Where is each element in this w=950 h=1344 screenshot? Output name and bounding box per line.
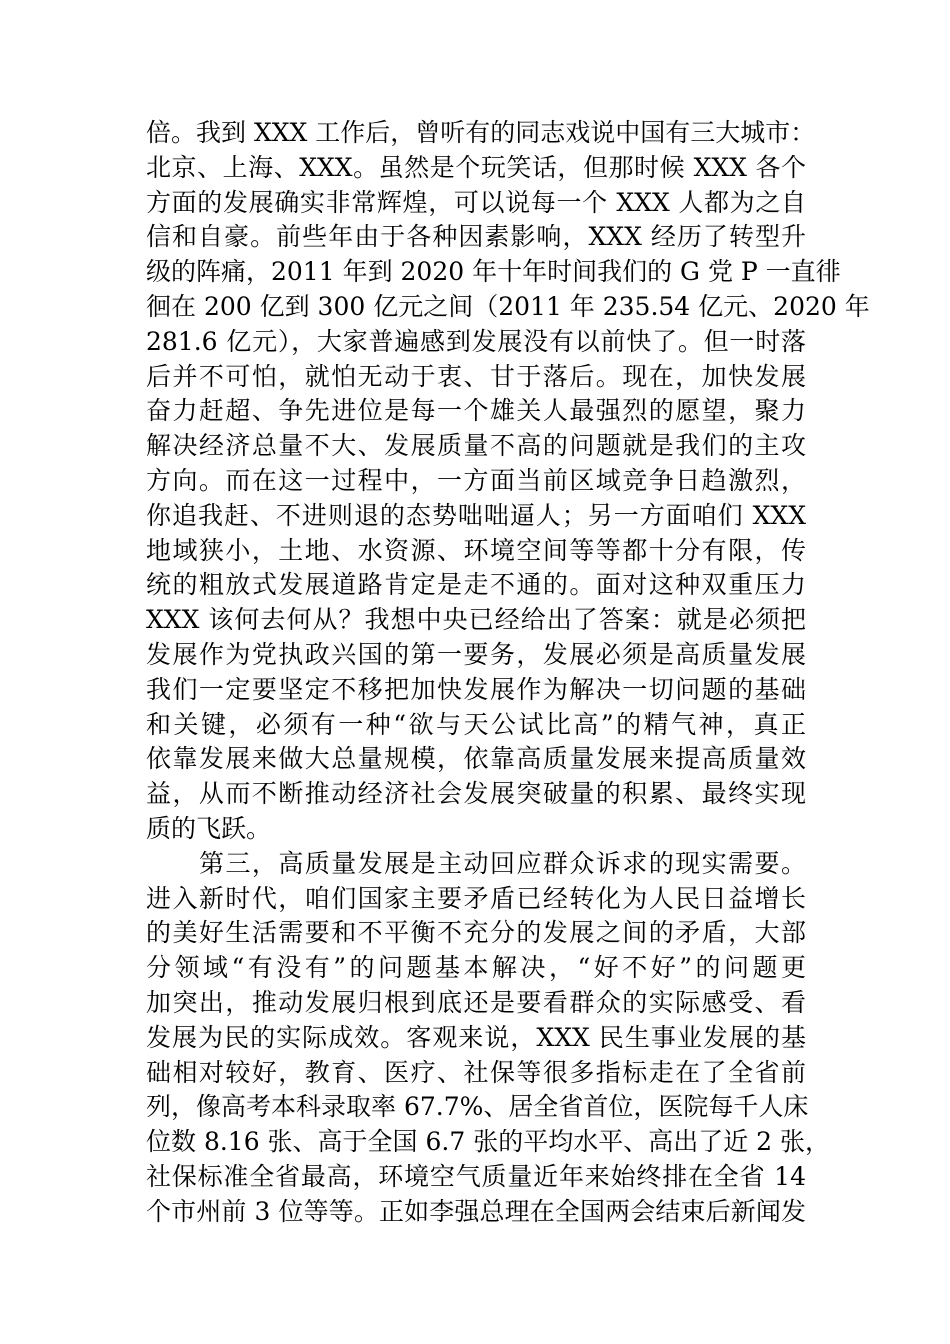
text-line: 的美好生活需要和不平衡不充分的发展之间的矛盾，大部 <box>146 918 806 948</box>
text-line: 个市州前 3 位等等。正如李强总理在全国两会结束后新闻发 <box>146 1196 806 1226</box>
text-line: 列，像高考本科录取率 67.7%、居全省首位，医院每千人床 <box>146 1092 809 1122</box>
text-line: 和关键，必须有一种“欲与天公试比高”的精气神，真正 <box>146 709 806 739</box>
text-line: 解决经济总量不大、发展质量不高的问题就是我们的主攻 <box>146 431 806 461</box>
text-line: 位数 8.16 张、高于全国 6.7 张的平均水平、高出了近 2 张， <box>146 1127 831 1157</box>
text-line: 础相对较好，教育、医疗、社保等很多指标走在了全省前 <box>146 1057 806 1087</box>
text-line: 281.6 亿元），大家普遍感到发展没有以前快了。但一时落 <box>146 326 806 356</box>
text-line: 质的飞跃。 <box>146 813 272 843</box>
text-line: 发展为民的实际成效。客观来说，XXX 民生事业发展的基 <box>146 1022 806 1052</box>
text-line: 益，从而不断推动经济社会发展突破量的积累、最终实现 <box>146 779 806 809</box>
text-line: 信和自豪。前些年由于各种因素影响，XXX 经历了转型升 <box>146 222 806 252</box>
text-line: 倍。我到 XXX 工作后，曾听有的同志戏说中国有三大城市： <box>146 118 816 147</box>
text-line: 统的粗放式发展道路肯定是走不通的。面对这种双重压力 <box>146 570 806 600</box>
text-line: XXX 该何去何从？我想中央已经给出了答案：就是必须把 <box>146 605 806 635</box>
text-line: 级的阵痛，2011 年到 2020 年十年时间我们的 G 党 P 一直徘 <box>146 257 841 287</box>
text-line: 地域狭小，土地、水资源、环境空间等等都十分有限，传 <box>146 535 806 565</box>
text-line: 奋力赶超、争先进位是每一个雄关人最强烈的愿望，聚力 <box>146 396 806 426</box>
text-line: 徊在 200 亿到 300 亿元之间（2011 年 235.54 亿元、2020 年 <box>146 291 870 321</box>
text-line: 方面的发展确实非常辉煌，可以说每一个 XXX 人都为之自 <box>146 187 806 217</box>
text-line: 加突出，推动发展归根到底还是要看群众的实际感受、看 <box>146 987 806 1017</box>
text-line: 你追我赶、不进则退的态势咄咄逼人；另一方面咱们 XXX <box>146 500 806 530</box>
text-line: 后并不可怕，就怕无动于衷、甘于落后。现在，加快发展 <box>146 361 806 391</box>
text-line: 分领域“有没有”的问题基本解决，“好不好”的问题更 <box>146 953 806 983</box>
text-line: 发展作为党执政兴国的第一要务，发展必须是高质量发展 <box>146 639 806 669</box>
text-line: 进入新时代，咱们国家主要矛盾已经转化为人民日益增长 <box>146 883 806 913</box>
text-line: 依靠发展来做大总量规模，依靠高质量发展来提高质量效 <box>146 744 806 774</box>
body-text <box>146 116 870 1230</box>
text-line: 我们一定要坚定不移把加快发展作为解决一切问题的基础 <box>146 674 806 704</box>
text-line: 方向。而在这一过程中，一方面当前区域竞争日趋激烈， <box>146 465 806 495</box>
text-line: 社保标准全省最高，环境空气质量近年来始终排在全省 14 <box>146 1161 806 1191</box>
paragraph-heading-line: 第三，高质量发展是主动回应群众诉求的现实需要。 <box>199 848 806 878</box>
text-line: 北京、上海、XXX。虽然是个玩笑话，但那时候 XXX 各个 <box>146 152 806 182</box>
